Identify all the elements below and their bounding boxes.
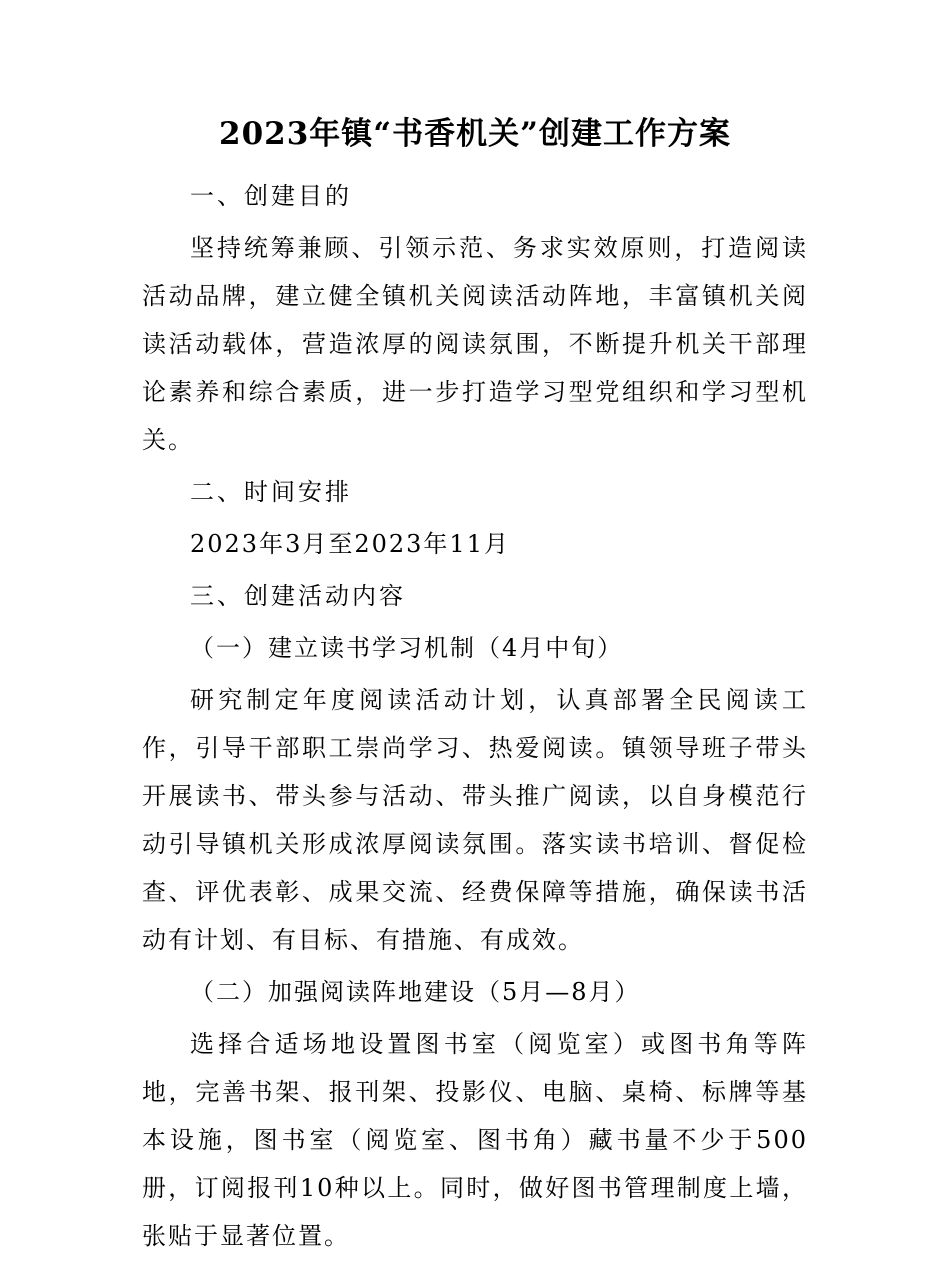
section-heading-activities: 三、创建活动内容 [190,582,406,610]
paragraph-reading-mechanism: 研究制定年度阅读活动计划，认真部署全民阅读工作，引导干部职工崇尚学习、热爱阅读。镇领导班子带头开展读书、带头参与活动、带头推广阅读，以自身模范行动引导镇机关形成浓厚阅读氛围。落实读书培训、督促检查、评优表彰、成果交流、经费保障等措施，确保读书活动有计划、有目标、有措施、有成效。 [142,686,808,954]
paragraph-purpose: 坚持统筹兼顾、引领示范、务求实效原则，打造阅读活动品牌，建立健全镇机关阅读活动阵地，丰富镇机关阅读活动载体，营造浓厚的阅读氛围，不断提升机关干部理论素养和综合素质，进一步打造学习型党组织和学习型机关。 [142,234,808,454]
document-body [142,172,808,1264]
paragraph-reading-venue: 选择合适场地设置图书室（阅览室）或图书角等阵地，完善书架、报刊架、投影仪、电脑、桌椅、标牌等基本设施，图书室（阅览室、图书角）藏书量不少于500册，订阅报刊10种以上。同时，做好图书管理制度上墙，张贴于显著位置。 [142,1030,808,1250]
subheading-reading-venue: （二）加强阅读阵地建设（5月—8月） [190,978,641,1006]
paragraph-schedule: 2023年3月至2023年11月 [190,530,510,558]
subheading-reading-mechanism: （一）建立读书学习机制（4月中旬） [190,634,624,662]
document-title: 2023年镇“书香机关”创建工作方案 [219,116,731,152]
section-heading-schedule: 二、时间安排 [190,478,352,506]
section-heading-purpose: 一、创建目的 [190,182,352,210]
